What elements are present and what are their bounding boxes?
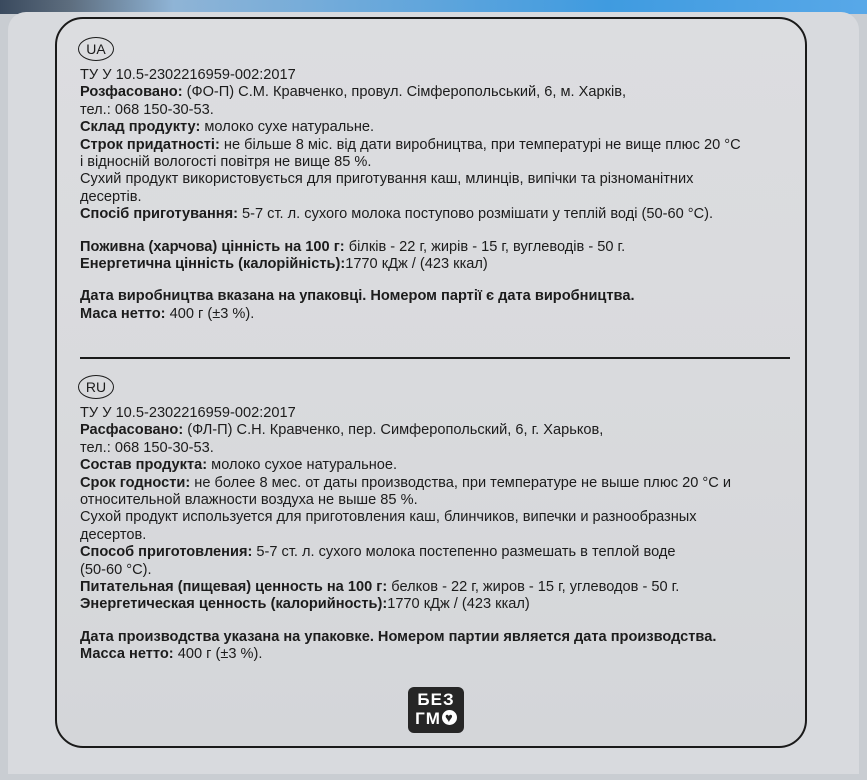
ua-mass-line (80, 306, 800, 323)
ua-gap-1 (80, 224, 800, 239)
ua-composition-value: молоко сухе натуральне. (200, 119, 375, 136)
ru-production-note (80, 629, 800, 646)
ua-packed-line (80, 84, 800, 101)
ru-packed-value: (ФЛ-П) С.Н. Кравченко, пер. Симферопольский, 6, г. Харьков, (183, 422, 604, 439)
ru-nutrition-value: белков - 22 г, жиров - 15 г, углеводов - 50 г. (387, 579, 680, 596)
ua-usage-line-2: десертів. (80, 188, 142, 205)
ru-composition-label: Состав продукта: (80, 457, 208, 474)
ua-composition-line (80, 119, 800, 136)
ua-language-badge: UA (78, 37, 114, 61)
ua-mass-label: Маса нетто: (80, 305, 166, 322)
ru-shelf-line-2: относительной влажности воздуха не выше 85 %. (80, 492, 418, 509)
ru-phone: тел.: 068 150-30-53. (80, 439, 214, 456)
ua-production-note (80, 288, 800, 305)
ua-usage-line-1: Сухий продукт використовується для приготування каш, млинців, випічки та різноманітних (80, 171, 694, 188)
section-divider (80, 357, 790, 359)
ru-energy-value: 1770 кДж / (423 ккал) (387, 596, 530, 613)
ru-mass-line (80, 646, 800, 663)
ua-mass-value: 400 г (±3 %). (165, 305, 255, 322)
ru-packed-label: Расфасовано: (80, 422, 184, 439)
ru-usage-line-1: Сухой продукт используется для приготовления каш, блинчиков, випечки и разнообразных (80, 509, 697, 526)
ua-nutrition-label: Поживна (харчова) цінність на 100 г: (80, 238, 345, 255)
no-gmo-logo (408, 687, 464, 733)
ua-energy-label: Енергетична цінність (калорійність): (80, 256, 346, 273)
ru-method-value: 5-7 ст. л. сухого молока постепенно размешать в теплой воде (252, 544, 676, 561)
ru-usage-line-2: десертов. (80, 526, 147, 543)
ru-tu-code: ТУ У 10.5-2302216959-002:2017 (80, 405, 296, 421)
ru-production-note-text: Дата производства указана на упаковке. Номером партии является дата производства. (80, 628, 717, 645)
no-gmo-line-2-text: ГМ (415, 709, 441, 728)
ua-shelf-label: Строк придатності: (80, 136, 220, 153)
ua-phone: тел.: 068 150-30-53. (80, 101, 214, 118)
ua-method-value: 5-7 ст. л. сухого молока поступово розмішати у теплій воді (50-60 °С). (237, 206, 714, 223)
ua-packed-value: (ФО-П) С.М. Кравченко, провул. Сімферопольський, 6, м. Харків, (182, 84, 627, 101)
ua-method-label: Спосіб приготування: (80, 206, 238, 223)
ru-section (80, 375, 800, 664)
ru-energy-label: Энергетическая ценность (калорийность): (80, 596, 388, 613)
ru-shelf-value: не более 8 мес. от даты производства, при температуре не выше плюс 20 °С и (190, 474, 731, 491)
ru-method-line-2: (50-60 °С). (80, 561, 152, 578)
ru-packed-line (80, 422, 800, 439)
ru-composition-value: молоко сухое натуральное. (207, 457, 398, 474)
heart-icon: ♥ (442, 710, 457, 725)
ua-shelf-line (80, 137, 800, 154)
ru-energy-line (80, 596, 800, 613)
ua-section (80, 37, 800, 323)
ru-mass-label: Масса нетто: (80, 646, 174, 663)
ru-mass-value: 400 г (±3 %). (173, 646, 263, 663)
ua-production-note-text: Дата виробництва вказана на упаковці. Номером партії є дата виробництва. (80, 288, 635, 305)
no-gmo-line-1: БЕЗ (417, 690, 455, 709)
ua-energy-line (80, 256, 800, 273)
ru-shelf-label: Срок годности: (80, 474, 191, 491)
ua-gap-2 (80, 273, 800, 288)
ua-energy-value: 1770 кДж / (423 ккал) (345, 256, 488, 273)
ua-nutrition-value: білків - 22 г, жирів - 15 г, вуглеводів - 50 г. (344, 238, 626, 255)
ru-composition-line (80, 457, 800, 474)
no-gmo-line-2 (408, 709, 464, 728)
ua-shelf-line-2: і відносній вологості повітря не вище 85 %. (80, 154, 372, 171)
ua-composition-label: Склад продукту: (80, 119, 201, 136)
ru-method-label: Способ приготовления: (80, 544, 253, 561)
ru-method-line (80, 544, 800, 561)
ua-tu-code: ТУ У 10.5-2302216959-002:2017 (80, 67, 296, 83)
ru-nutrition-label: Питательная (пищевая) ценность на 100 г: (80, 579, 388, 596)
ru-gap-1 (80, 614, 800, 629)
ru-shelf-line (80, 475, 800, 492)
ru-language-badge: RU (78, 375, 114, 399)
ua-method-line (80, 206, 800, 223)
ua-packed-label: Розфасовано: (80, 84, 183, 101)
ru-nutrition-line (80, 579, 800, 596)
ua-nutrition-line (80, 239, 800, 256)
ua-shelf-value: не більше 8 міс. від дати виробництва, при температурі не вище плюс 20 °С (219, 136, 741, 153)
